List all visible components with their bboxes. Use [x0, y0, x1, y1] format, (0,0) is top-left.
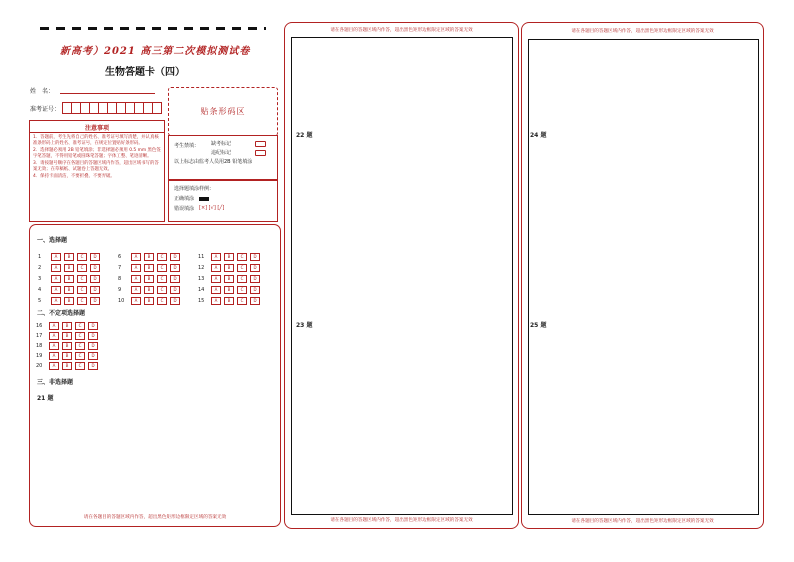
option-bubble[interactable]: A	[131, 253, 141, 261]
choice-row	[198, 264, 260, 272]
option-bubble[interactable]: C	[157, 275, 167, 283]
option-bubble[interactable]: A	[49, 322, 59, 330]
option-bubble[interactable]: A	[49, 362, 59, 370]
absent-label: 考生禁填：	[174, 143, 200, 149]
question-number: 13	[198, 276, 205, 282]
question-number: 9	[118, 287, 122, 293]
option-bubble[interactable]: A	[49, 342, 59, 350]
option-bubble[interactable]: D	[90, 275, 100, 283]
choice-row	[36, 362, 98, 370]
q25-label: 25 题	[530, 322, 547, 329]
option-bubble[interactable]: C	[157, 264, 167, 272]
question-number: 7	[118, 265, 122, 271]
option-bubble[interactable]: D	[250, 253, 260, 261]
option-bubble[interactable]: B	[224, 253, 234, 261]
option-bubble[interactable]: C	[237, 253, 247, 261]
choice-row	[36, 332, 98, 340]
option-bubble[interactable]: B	[224, 297, 234, 305]
option-bubble[interactable]: A	[131, 297, 141, 305]
q21-label: 21 题	[37, 395, 54, 402]
option-bubble[interactable]: D	[90, 286, 100, 294]
option-bubble[interactable]: D	[170, 297, 180, 305]
option-bubble[interactable]: A	[51, 286, 61, 294]
option-bubble[interactable]: B	[144, 264, 154, 272]
question-number: 11	[198, 254, 205, 260]
sample-title: 选择题填涂样例：	[174, 186, 215, 192]
option-bubble[interactable]: A	[211, 286, 221, 294]
option-bubble[interactable]: B	[62, 332, 72, 340]
option-bubble[interactable]: B	[144, 286, 154, 294]
notes-box	[29, 120, 165, 222]
choice-row	[198, 297, 260, 305]
notes-item: 3．请按题号顺序在各题目的答题区域内作答，超出区域书写的答案无效；在草稿纸、试题卷上答题无效。	[33, 160, 159, 173]
option-bubble[interactable]: B	[64, 253, 74, 261]
option-bubble[interactable]: C	[77, 275, 87, 283]
question-number: 15	[198, 298, 205, 304]
choice-row	[38, 297, 100, 305]
option-bubble[interactable]: C	[157, 286, 167, 294]
question-number: 17	[36, 333, 43, 339]
answer-panel-2	[284, 22, 519, 529]
q23-label: 23 题	[296, 322, 313, 329]
option-bubble[interactable]: D	[88, 352, 98, 360]
option-bubble[interactable]: D	[90, 253, 100, 261]
zkz-boxes[interactable]	[63, 102, 162, 114]
option-bubble[interactable]: C	[75, 362, 85, 370]
question-number: 20	[36, 363, 43, 369]
question-number: 14	[198, 287, 205, 293]
option-bubble[interactable]: C	[75, 322, 85, 330]
option-bubble[interactable]: D	[170, 264, 180, 272]
choice-row	[198, 275, 260, 283]
option-bubble[interactable]: B	[64, 275, 74, 283]
option-bubble[interactable]: B	[64, 297, 74, 305]
notes-item: 2．选择题必须用 2B 铅笔填涂；非选择题必须用 0.5 mm 黑色签字笔答题，不得用铅笔或圆珠笔答题；字体工整、笔迹清晰。	[33, 147, 161, 160]
option-bubble[interactable]: C	[77, 264, 87, 272]
notes-list	[33, 135, 161, 180]
option-bubble[interactable]: B	[144, 275, 154, 283]
exam-title: 新高考）2021 高三第二次模拟测试卷	[60, 46, 251, 57]
option-bubble[interactable]: C	[75, 352, 85, 360]
zkz-digit-box[interactable]	[152, 102, 162, 114]
sample-correct-label: 正确填涂	[174, 196, 195, 202]
question-number: 16	[36, 323, 43, 329]
notes-title: 注意事项	[84, 125, 109, 132]
option-bubble[interactable]: D	[90, 297, 100, 305]
question-number: 3	[38, 276, 42, 282]
section-choice-title: 一、选择题	[37, 237, 68, 244]
q22-label: 22 题	[296, 132, 313, 139]
option-bubble[interactable]: B	[144, 297, 154, 305]
option-bubble[interactable]: D	[170, 286, 180, 294]
option-bubble[interactable]: C	[157, 297, 167, 305]
choice-row	[36, 352, 98, 360]
choice-row	[198, 286, 260, 294]
section-nonchoice-title: 三、非选择题	[37, 379, 74, 386]
option-bubble[interactable]: A	[211, 297, 221, 305]
notes-item: 4．保持卡面清洁，不要折叠、不要弄破。	[33, 173, 115, 179]
q24-label: 24 题	[530, 132, 547, 139]
choice-row	[118, 286, 180, 294]
choice-row	[118, 275, 180, 283]
warning-text: 请在各题目的答题区域内作答，超出黑色矩形边框限定区域的答案无效	[571, 29, 714, 34]
option-bubble[interactable]: B	[64, 264, 74, 272]
absent-note: 以上标志由监考人员用2B 铅笔填涂	[174, 159, 253, 165]
option-bubble[interactable]: A	[49, 332, 59, 340]
option-bubble[interactable]: A	[131, 286, 141, 294]
absent-mark-box[interactable]	[255, 141, 266, 147]
option-bubble[interactable]: B	[224, 264, 234, 272]
option-bubble[interactable]: B	[62, 362, 72, 370]
option-bubble[interactable]: A	[51, 275, 61, 283]
option-bubble[interactable]: A	[211, 253, 221, 261]
option-bubble[interactable]: D	[250, 275, 260, 283]
option-bubble[interactable]: B	[62, 322, 72, 330]
absent-box	[168, 135, 278, 180]
option-bubble[interactable]: A	[51, 264, 61, 272]
option-bubble[interactable]: B	[224, 286, 234, 294]
option-bubble[interactable]: A	[51, 297, 61, 305]
answer-frame-24-25[interactable]	[528, 39, 759, 515]
notes-divider	[30, 132, 164, 133]
sample-correct-fill	[199, 197, 209, 201]
option-bubble[interactable]: D	[88, 332, 98, 340]
warning-text: 请在各题目的答题区域内作答，超出黑色矩形边框限定区域的答案无效	[571, 519, 714, 524]
option-bubble[interactable]: A	[51, 253, 61, 261]
option-bubble[interactable]: C	[157, 253, 167, 261]
option-bubble[interactable]: C	[237, 264, 247, 272]
notes-item: 1．答题前，考生先将自己的姓名、准考证号填写清楚，并认真核准条形码上的姓名、准考证号，在规定位置贴好条形码。	[33, 135, 159, 147]
option-bubble[interactable]: D	[90, 264, 100, 272]
answer-panel-3	[521, 22, 764, 529]
option-bubble[interactable]: A	[131, 275, 141, 283]
option-bubble[interactable]: B	[62, 342, 72, 350]
choice-row	[198, 253, 260, 261]
sample-box	[168, 180, 278, 222]
option-bubble[interactable]: A	[211, 264, 221, 272]
sample-wrong-marks: [×] [√] [╱]	[199, 205, 225, 211]
option-bubble[interactable]: D	[88, 362, 98, 370]
option-bubble[interactable]: D	[88, 322, 98, 330]
option-bubble[interactable]: C	[75, 332, 85, 340]
question-number: 1	[38, 254, 42, 260]
choice-row	[36, 322, 98, 330]
option-bubble[interactable]: D	[250, 297, 260, 305]
option-bubble[interactable]: D	[88, 342, 98, 350]
question-number: 4	[38, 287, 42, 293]
question-number: 19	[36, 353, 43, 359]
option-bubble[interactable]: C	[237, 297, 247, 305]
option-bubble[interactable]: B	[144, 253, 154, 261]
violation-mark-label: 违纪标记	[211, 150, 232, 156]
choice-row	[38, 286, 100, 294]
choice-row	[38, 253, 100, 261]
violation-mark-box[interactable]	[255, 150, 266, 156]
choice-row	[118, 253, 180, 261]
card-title: 生物答题卡（四）	[105, 67, 185, 78]
warning-text: 请在各题目的答题区域内作答，超出黑色矩形边框限定区域的答案无效	[83, 515, 227, 520]
choice-row	[118, 264, 180, 272]
option-bubble[interactable]: C	[77, 297, 87, 305]
question-number: 10	[118, 298, 125, 304]
answer-frame-22-23[interactable]	[291, 37, 513, 515]
question-number: 8	[118, 276, 122, 282]
option-bubble[interactable]: A	[131, 264, 141, 272]
option-bubble[interactable]: A	[211, 275, 221, 283]
option-bubble[interactable]: C	[237, 286, 247, 294]
zkz-label: 准考证号：	[30, 106, 61, 113]
question-number: 5	[38, 298, 42, 304]
option-bubble[interactable]: B	[62, 352, 72, 360]
question-number: 6	[118, 254, 122, 260]
question-number: 12	[198, 265, 205, 271]
question-number: 18	[36, 343, 43, 349]
answer-area-1	[29, 224, 281, 527]
option-bubble[interactable]: C	[75, 342, 85, 350]
top-dashed-strip	[40, 27, 266, 30]
option-bubble[interactable]: D	[170, 253, 180, 261]
option-bubble[interactable]: D	[250, 286, 260, 294]
absent-mark-label: 缺考标记	[211, 141, 232, 147]
option-bubble[interactable]: C	[77, 286, 87, 294]
option-bubble[interactable]: B	[64, 286, 74, 294]
barcode-area: 贴条形码区	[168, 87, 278, 136]
option-bubble[interactable]: B	[224, 275, 234, 283]
choice-row	[38, 275, 100, 283]
sample-wrong-label: 错误填涂	[174, 206, 195, 212]
option-bubble[interactable]: C	[237, 275, 247, 283]
warning-text: 请在各题目的答题区域内作答，超出黑色矩形边框限定区域的答案无效	[330, 518, 473, 523]
choice-row	[36, 342, 98, 350]
section-multi-title: 二、不定项选择题	[37, 310, 86, 317]
warning-text: 请在各题目的答题区域内作答，超出黑色矩形边框限定区域的答案无效	[330, 28, 473, 33]
name-field[interactable]	[60, 93, 155, 94]
option-bubble[interactable]: C	[77, 253, 87, 261]
question-number: 2	[38, 265, 42, 271]
choice-row	[38, 264, 100, 272]
name-label: 姓 名：	[30, 88, 55, 95]
option-bubble[interactable]: D	[250, 264, 260, 272]
choice-row	[118, 297, 180, 305]
option-bubble[interactable]: D	[170, 275, 180, 283]
option-bubble[interactable]: A	[49, 352, 59, 360]
